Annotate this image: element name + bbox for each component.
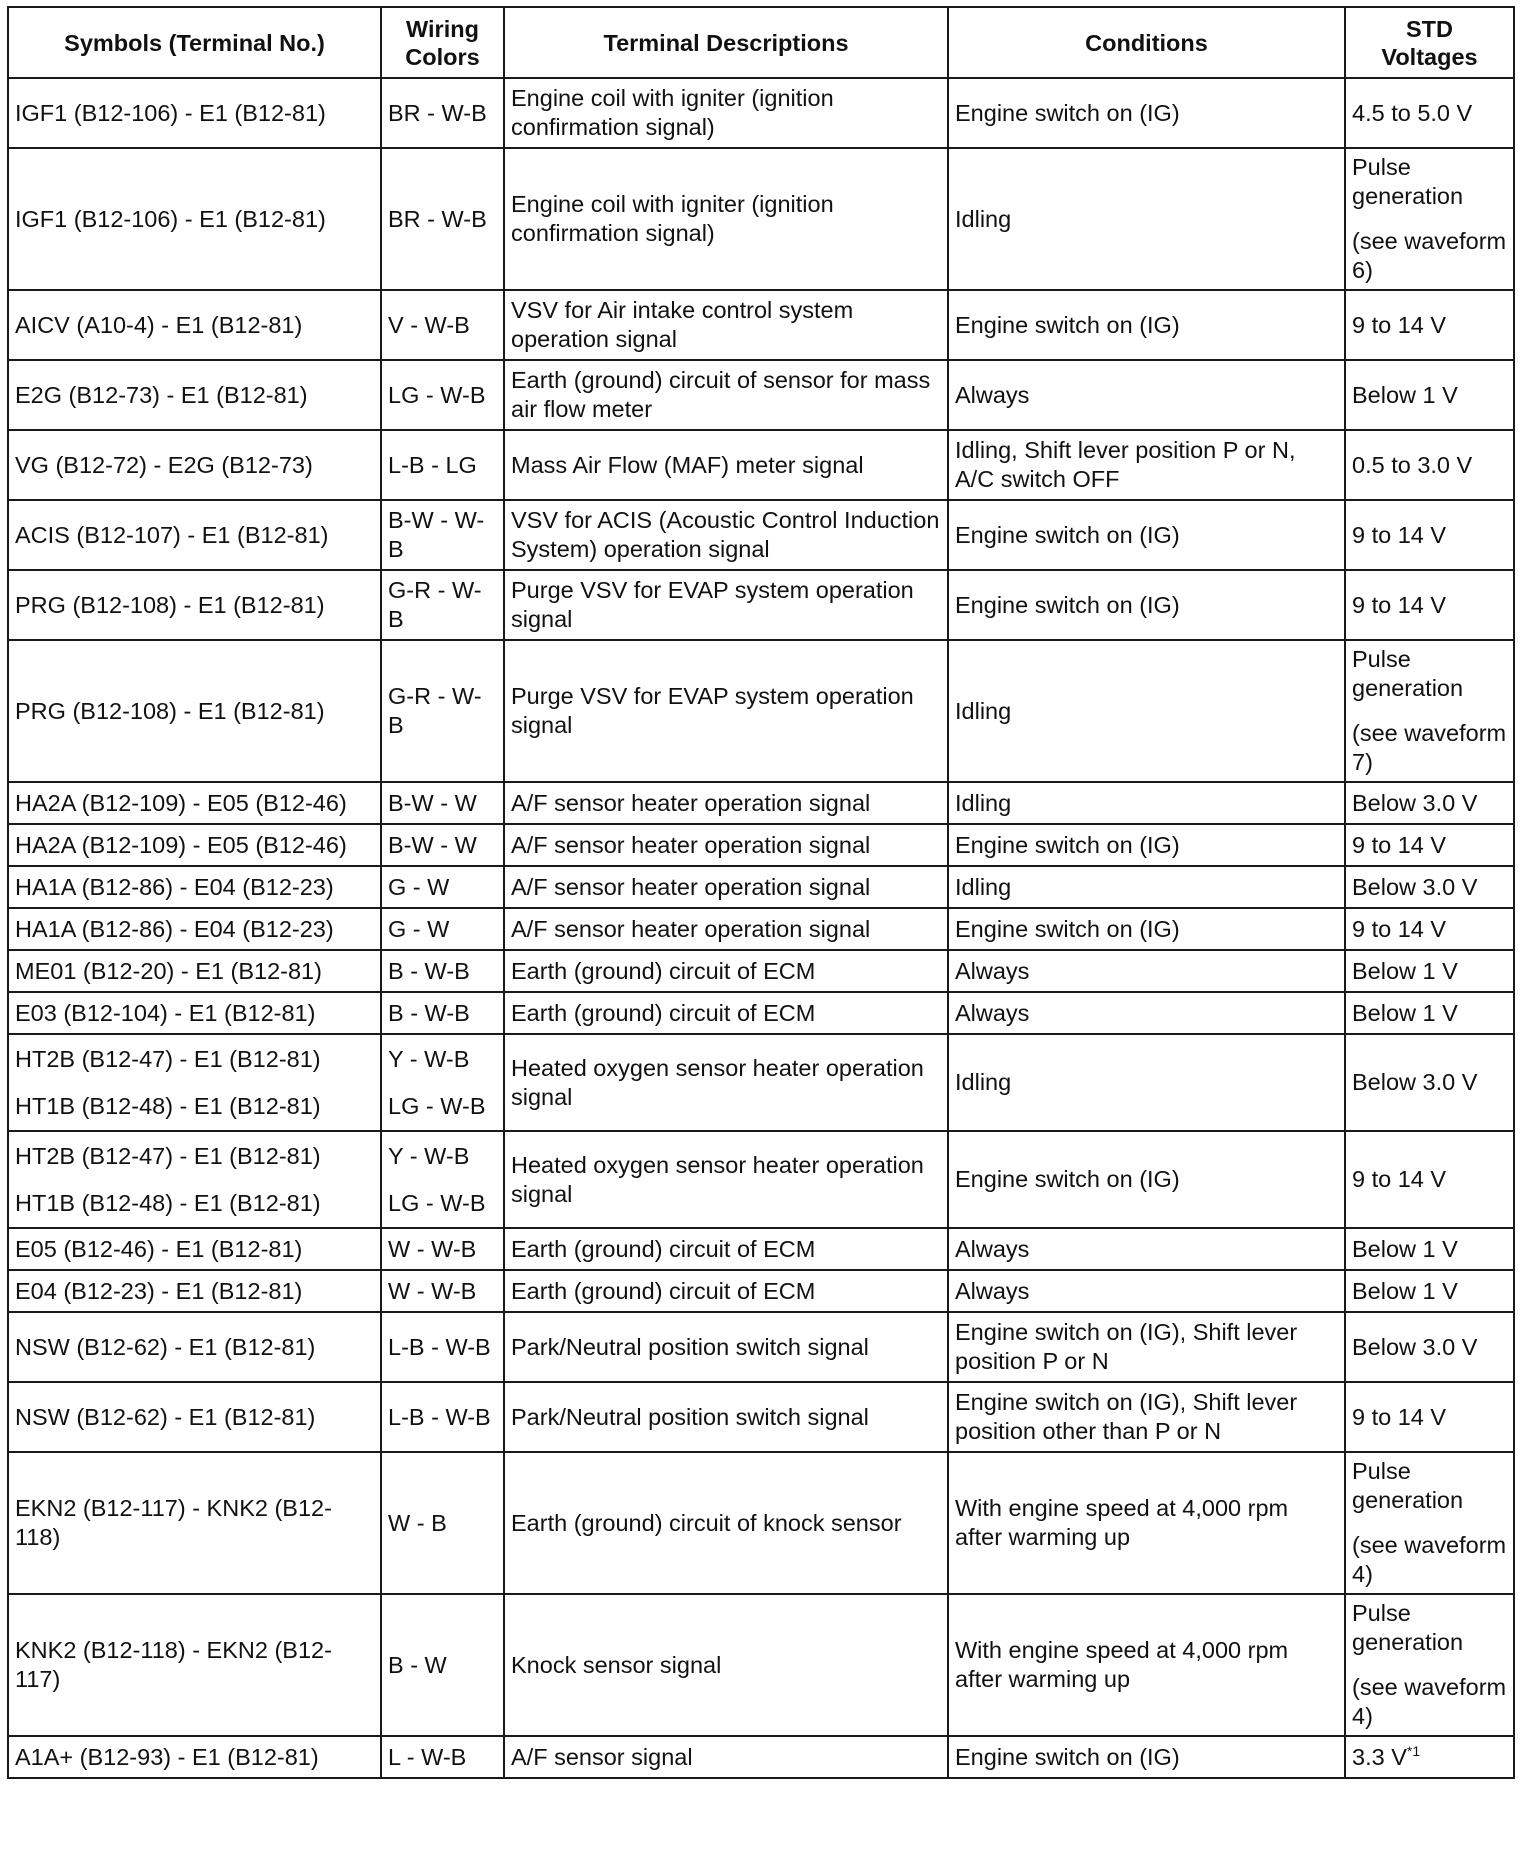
symbol-cell: AICV (A10-4) - E1 (B12-81) <box>8 290 381 360</box>
symbol-cell: VG (B12-72) - E2G (B12-73) <box>8 430 381 500</box>
voltage-cell: Below 3.0 V <box>1345 1312 1514 1382</box>
symbol-cell: HA2A (B12-109) - E05 (B12-46) <box>8 782 381 824</box>
wiring-cell: B - W-B <box>381 992 504 1034</box>
wiring-cell: B-W - W <box>381 782 504 824</box>
table-row <box>8 360 1514 430</box>
wiring-cell: BR - W-B <box>381 148 504 290</box>
symbol-cell: E2G (B12-73) - E1 (B12-81) <box>8 360 381 430</box>
table-row <box>8 1594 1514 1736</box>
symbol-line: HT2B (B12-47) - E1 (B12-81) <box>15 1142 321 1169</box>
voltage-cell: Below 3.0 V <box>1345 866 1514 908</box>
wiring-cell: G - W <box>381 866 504 908</box>
description-cell: Earth (ground) circuit of ECM <box>504 1270 948 1312</box>
symbol-cell: IGF1 (B12-106) - E1 (B12-81) <box>8 78 381 148</box>
description-cell: A/F sensor signal <box>504 1736 948 1778</box>
wiring-cell: L-B - W-B <box>381 1312 504 1382</box>
condition-cell: Always <box>948 360 1345 430</box>
description-cell: Park/Neutral position switch signal <box>504 1382 948 1452</box>
table-row <box>8 1270 1514 1312</box>
wiring-cell: G-R - W-B <box>381 570 504 640</box>
wiring-cell: B - W <box>381 1594 504 1736</box>
voltage-waveform-ref: (see waveform 6) <box>1352 228 1507 283</box>
table-row <box>8 1312 1514 1382</box>
symbol-cell <box>8 1034 381 1131</box>
table-row <box>8 1131 1514 1228</box>
symbol-cell: KNK2 (B12-118) - EKN2 (B12-117) <box>8 1594 381 1736</box>
condition-cell: Always <box>948 1228 1345 1270</box>
table-row <box>8 782 1514 824</box>
voltage-cell: Below 3.0 V <box>1345 1034 1514 1131</box>
header-std-line2: Voltages <box>1381 43 1478 70</box>
wiring-cell: LG - W-B <box>381 360 504 430</box>
wiring-cell: G-R - W-B <box>381 640 504 782</box>
wiring-cell: W - W-B <box>381 1228 504 1270</box>
voltage-cell: 4.5 to 5.0 V <box>1345 78 1514 148</box>
voltage-value: 3.3 V <box>1352 1743 1407 1770</box>
condition-cell: Engine switch on (IG) <box>948 78 1345 148</box>
voltage-cell: 9 to 14 V <box>1345 290 1514 360</box>
symbol-cell: NSW (B12-62) - E1 (B12-81) <box>8 1382 381 1452</box>
voltage-pulse-text: Pulse generation <box>1352 1600 1464 1655</box>
wiring-line: Y - W-B <box>388 1045 470 1072</box>
voltage-cell: Below 1 V <box>1345 992 1514 1034</box>
voltage-cell <box>1345 640 1514 782</box>
condition-cell: Always <box>948 1270 1345 1312</box>
description-cell: Earth (ground) circuit of ECM <box>504 1228 948 1270</box>
voltage-pulse-text: Pulse generation <box>1352 154 1464 209</box>
condition-cell: With engine speed at 4,000 rpm after warming up <box>948 1452 1345 1594</box>
table-row <box>8 1034 1514 1131</box>
table-row <box>8 640 1514 782</box>
symbol-cell: EKN2 (B12-117) - KNK2 (B12-118) <box>8 1452 381 1594</box>
description-cell: Park/Neutral position switch signal <box>504 1312 948 1382</box>
condition-cell: Engine switch on (IG), Shift lever position other than P or N <box>948 1382 1345 1452</box>
description-cell: Engine coil with igniter (ignition confirmation signal) <box>504 148 948 290</box>
table-row <box>8 824 1514 866</box>
condition-cell: Engine switch on (IG) <box>948 908 1345 950</box>
footnote-marker: *1 <box>1406 1742 1421 1759</box>
wiring-cell: B - W-B <box>381 950 504 992</box>
table-row <box>8 992 1514 1034</box>
wiring-line: Y - W-B <box>388 1142 470 1169</box>
header-symbols <box>8 7 381 78</box>
symbol-cell: ACIS (B12-107) - E1 (B12-81) <box>8 500 381 570</box>
table-row <box>8 1228 1514 1270</box>
wiring-cell: B-W - W <box>381 824 504 866</box>
voltage-cell: Below 1 V <box>1345 1270 1514 1312</box>
description-cell: A/F sensor heater operation signal <box>504 908 948 950</box>
symbol-line: HT2B (B12-47) - E1 (B12-81) <box>15 1045 321 1072</box>
wiring-cell: V - W-B <box>381 290 504 360</box>
description-cell: Earth (ground) circuit of knock sensor <box>504 1452 948 1594</box>
table-header-row <box>8 7 1514 78</box>
header-conditions <box>948 7 1345 78</box>
voltage-cell <box>1345 1736 1514 1778</box>
voltage-cell <box>1345 148 1514 290</box>
symbol-cell: E03 (B12-104) - E1 (B12-81) <box>8 992 381 1034</box>
header-wiring-line1: Wiring <box>406 15 479 42</box>
wiring-cell: L-B - LG <box>381 430 504 500</box>
voltage-cell: 9 to 14 V <box>1345 500 1514 570</box>
wiring-cell <box>381 1034 504 1131</box>
wiring-cell: G - W <box>381 908 504 950</box>
header-std-line1: STD <box>1406 15 1453 42</box>
condition-cell: Always <box>948 950 1345 992</box>
symbol-cell: PRG (B12-108) - E1 (B12-81) <box>8 640 381 782</box>
wiring-cell: L - W-B <box>381 1736 504 1778</box>
symbol-cell: PRG (B12-108) - E1 (B12-81) <box>8 570 381 640</box>
table-row <box>8 78 1514 148</box>
symbol-cell: E05 (B12-46) - E1 (B12-81) <box>8 1228 381 1270</box>
condition-cell: Idling <box>948 148 1345 290</box>
voltage-cell: Below 1 V <box>1345 360 1514 430</box>
symbol-cell <box>8 1131 381 1228</box>
voltage-cell <box>1345 1594 1514 1736</box>
description-cell: Mass Air Flow (MAF) meter signal <box>504 430 948 500</box>
table-row <box>8 908 1514 950</box>
table-row <box>8 148 1514 290</box>
voltage-cell: 9 to 14 V <box>1345 1131 1514 1228</box>
terminal-voltage-table <box>7 6 1515 1779</box>
description-cell: VSV for ACIS (Acoustic Control Induction System) operation signal <box>504 500 948 570</box>
description-cell: Earth (ground) circuit of sensor for mass air flow meter <box>504 360 948 430</box>
voltage-cell: 9 to 14 V <box>1345 824 1514 866</box>
symbol-cell: HA2A (B12-109) - E05 (B12-46) <box>8 824 381 866</box>
symbol-cell: NSW (B12-62) - E1 (B12-81) <box>8 1312 381 1382</box>
header-wiring-line2: Colors <box>405 43 480 70</box>
header-symbols-text: Symbols (Terminal No.) <box>64 29 325 56</box>
voltage-cell: 9 to 14 V <box>1345 1382 1514 1452</box>
table-row <box>8 570 1514 640</box>
table-row <box>8 290 1514 360</box>
header-std-voltages <box>1345 7 1514 78</box>
voltage-waveform-ref: (see waveform 4) <box>1352 1674 1507 1729</box>
description-cell: Engine coil with igniter (ignition confirmation signal) <box>504 78 948 148</box>
condition-cell: Idling <box>948 782 1345 824</box>
condition-cell: Engine switch on (IG) <box>948 290 1345 360</box>
header-wiring-colors <box>381 7 504 78</box>
wiring-cell <box>381 1131 504 1228</box>
voltage-cell: 0.5 to 3.0 V <box>1345 430 1514 500</box>
voltage-cell: 9 to 14 V <box>1345 908 1514 950</box>
wiring-cell: B-W - W-B <box>381 500 504 570</box>
wiring-cell: L-B - W-B <box>381 1382 504 1452</box>
condition-cell: Engine switch on (IG) <box>948 1131 1345 1228</box>
table-row <box>8 1452 1514 1594</box>
table-row <box>8 1382 1514 1452</box>
wiring-line: LG - W-B <box>388 1092 486 1119</box>
header-terminal-descriptions <box>504 7 948 78</box>
condition-cell: Engine switch on (IG) <box>948 570 1345 640</box>
description-cell: Earth (ground) circuit of ECM <box>504 950 948 992</box>
description-cell: Purge VSV for EVAP system operation signal <box>504 570 948 640</box>
symbol-cell: HA1A (B12-86) - E04 (B12-23) <box>8 866 381 908</box>
symbol-line: HT1B (B12-48) - E1 (B12-81) <box>15 1092 321 1119</box>
symbol-cell: A1A+ (B12-93) - E1 (B12-81) <box>8 1736 381 1778</box>
wiring-cell: BR - W-B <box>381 78 504 148</box>
condition-cell: Always <box>948 992 1345 1034</box>
voltage-pulse-text: Pulse generation <box>1352 1458 1464 1513</box>
condition-cell: Engine switch on (IG) <box>948 500 1345 570</box>
voltage-cell <box>1345 1452 1514 1594</box>
condition-cell: Engine switch on (IG) <box>948 1736 1345 1778</box>
description-cell: Heated oxygen sensor heater operation signal <box>504 1131 948 1228</box>
condition-cell: Idling, Shift lever position P or N, A/C switch OFF <box>948 430 1345 500</box>
description-cell: Earth (ground) circuit of ECM <box>504 992 948 1034</box>
description-cell: A/F sensor heater operation signal <box>504 782 948 824</box>
header-conditions-text: Conditions <box>1085 29 1208 56</box>
table-row <box>8 950 1514 992</box>
symbol-cell: IGF1 (B12-106) - E1 (B12-81) <box>8 148 381 290</box>
symbol-cell: ME01 (B12-20) - E1 (B12-81) <box>8 950 381 992</box>
header-descriptions-text: Terminal Descriptions <box>603 29 849 56</box>
table-row <box>8 430 1514 500</box>
symbol-cell: HA1A (B12-86) - E04 (B12-23) <box>8 908 381 950</box>
table-row <box>8 500 1514 570</box>
voltage-cell: Below 1 V <box>1345 950 1514 992</box>
voltage-waveform-ref: (see waveform 7) <box>1352 720 1507 775</box>
voltage-cell: Below 3.0 V <box>1345 782 1514 824</box>
wiring-line: LG - W-B <box>388 1189 486 1216</box>
description-cell: A/F sensor heater operation signal <box>504 866 948 908</box>
voltage-waveform-ref: (see waveform 4) <box>1352 1532 1507 1587</box>
table-row <box>8 1736 1514 1778</box>
description-cell: Knock sensor signal <box>504 1594 948 1736</box>
condition-cell: With engine speed at 4,000 rpm after warming up <box>948 1594 1345 1736</box>
description-cell: VSV for Air intake control system operation signal <box>504 290 948 360</box>
condition-cell: Engine switch on (IG) <box>948 824 1345 866</box>
wiring-cell: W - B <box>381 1452 504 1594</box>
condition-cell: Idling <box>948 866 1345 908</box>
condition-cell: Idling <box>948 640 1345 782</box>
description-cell: A/F sensor heater operation signal <box>504 824 948 866</box>
table-row <box>8 866 1514 908</box>
description-cell: Purge VSV for EVAP system operation signal <box>504 640 948 782</box>
voltage-pulse-text: Pulse generation <box>1352 646 1464 701</box>
description-cell: Heated oxygen sensor heater operation signal <box>504 1034 948 1131</box>
condition-cell: Idling <box>948 1034 1345 1131</box>
symbol-line: HT1B (B12-48) - E1 (B12-81) <box>15 1189 321 1216</box>
voltage-cell: 9 to 14 V <box>1345 570 1514 640</box>
wiring-cell: W - W-B <box>381 1270 504 1312</box>
voltage-cell: Below 1 V <box>1345 1228 1514 1270</box>
symbol-cell: E04 (B12-23) - E1 (B12-81) <box>8 1270 381 1312</box>
condition-cell: Engine switch on (IG), Shift lever position P or N <box>948 1312 1345 1382</box>
